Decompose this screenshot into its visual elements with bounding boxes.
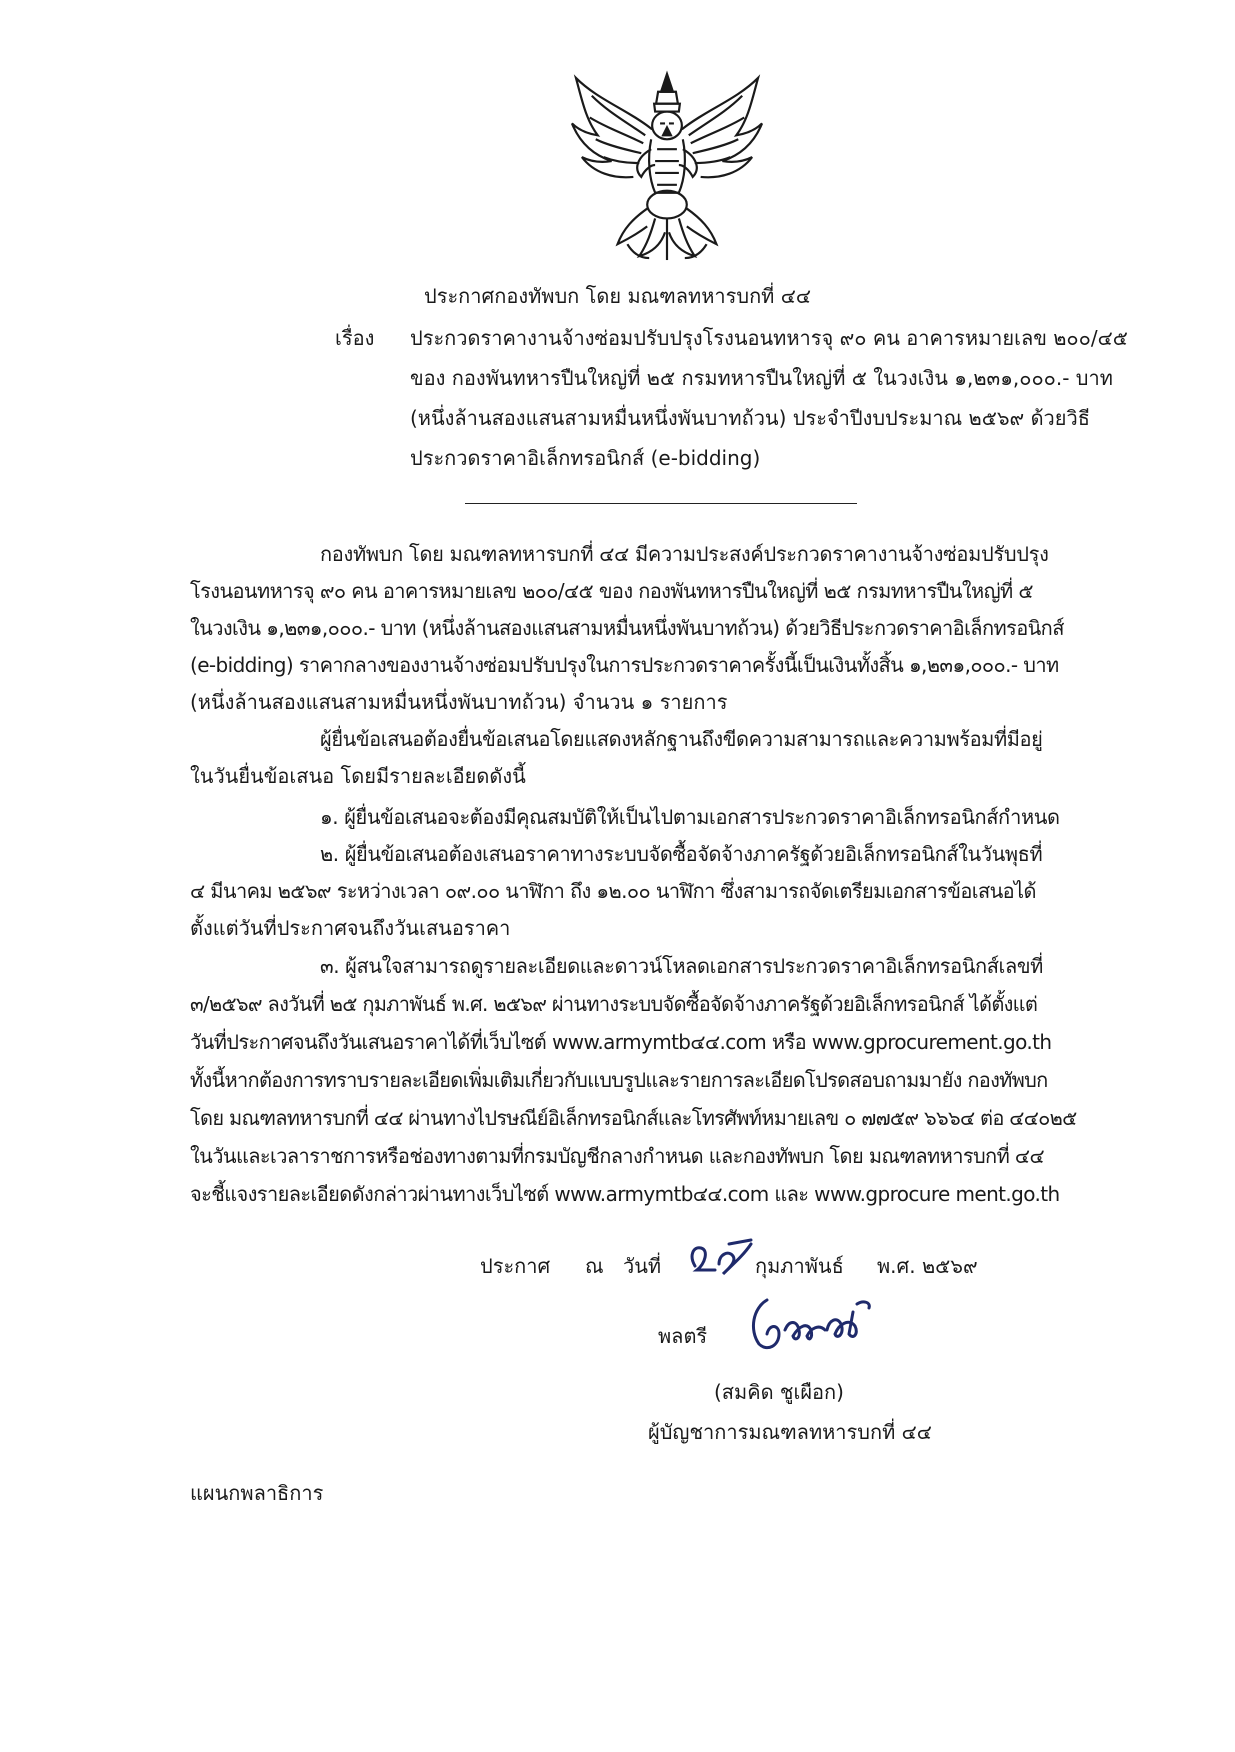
at-label: ณ (585, 1254, 604, 1278)
handwritten-day (685, 1236, 757, 1280)
body-line: ตั้งแต่วันที่ประกาศจนถึงวันเสนอราคา (190, 916, 511, 940)
signer-position: ผู้บัญชาการมณฑลทหารบกที่ ๔๔ (648, 1420, 932, 1444)
subject-line: (หนึ่งล้านสองแสนสามหมื่นหนึ่งพันบาทถ้วน) ประจำปีงบประมาณ ๒๕๖๙ ด้วยวิธี (410, 406, 1090, 430)
body-line: ๓/๒๕๖๙ ลงวันที่ ๒๕ กุมภาพันธ์ พ.ศ. ๒๕๖๙ ผ่านทางระบบจัดซื้อจัดจ้างภาครัฐด้วยอิเล็กทรอนิกส์ ได้ตั้งแต่ (190, 992, 1038, 1016)
body-line: จะชี้แจงรายละเอียดดังกล่าวผ่านทางเว็บไซต์ www.armymtb๔๔.com และ www.gprocure ment.go.th (190, 1182, 1060, 1206)
body-line: ในวันยื่นข้อเสนอ โดยมีรายละเอียดดังนี้ (190, 764, 526, 788)
year: พ.ศ. ๒๕๖๙ (877, 1254, 978, 1278)
body-line: ผู้ยื่นข้อเสนอต้องยื่นข้อเสนอโดยแสดงหลักฐานถึงขีดความสามารถและความพร้อมที่มีอยู่ (320, 727, 1043, 751)
body-line: โรงนอนทหารจุ ๙๐ คน อาคารหมายเลข ๒๐๐/๔๕ ของ กองพันทหารปืนใหญ่ที่ ๒๕ กรมทหารปืนใหญ่ที่ ๕ (190, 579, 1033, 603)
body-line: วันที่ประกาศจนถึงวันเสนอราคาได้ที่เว็บไซต์ www.armymtb๔๔.com หรือ www.gprocurement.go.th (190, 1030, 1052, 1054)
announce-label: ประกาศ (480, 1254, 551, 1278)
body-line: ๓. ผู้สนใจสามารถดูรายละเอียดและดาวน์โหลดเอกสารประกวดราคาอิเล็กทรอนิกส์เลขที่ (320, 954, 1043, 978)
body-line: ๔ มีนาคม ๒๕๖๙ ระหว่างเวลา ๐๙.๐๐ นาฬิกา ถึง ๑๒.๐๐ นาฬิกา ซึ่งสามารถจัดเตรียมเอกสารข้อเสนอได้ (190, 879, 1036, 903)
body-line: ทั้งนี้หากต้องการทราบรายละเอียดเพิ่มเติมเกี่ยวกับแบบรูปและรายการละเอียดโปรดสอบถามมายัง กองทัพบก (190, 1068, 1048, 1092)
body-line: (หนึ่งล้านสองแสนสามหมื่นหนึ่งพันบาทถ้วน) จำนวน ๑ รายการ (190, 690, 728, 714)
divider (465, 503, 857, 504)
body-line: กองทัพบก โดย มณฑลทหารบกที่ ๔๔ มีความประสงค์ประกวดราคางานจ้างซ่อมปรับปรุง (320, 542, 1049, 566)
subject-line: ประกวดราคางานจ้างซ่อมปรับปรุงโรงนอนทหารจุ ๙๐ คน อาคารหมายเลข ๒๐๐/๔๕ (410, 326, 1128, 350)
body-line: ๑. ผู้ยื่นข้อเสนอจะต้องมีคุณสมบัติให้เป็นไปตามเอกสารประกวดราคาอิเล็กทรอนิกส์กำหนด (320, 805, 1060, 829)
body-line: ในวงเงิน ๑,๒๓๑,๐๐๐.- บาท (หนึ่งล้านสองแสนสามหมื่นหนึ่งพันบาทถ้วน) ด้วยวิธีประกวดราคาอิเล็กทรอนิกส์ (190, 616, 1064, 640)
department: แผนกพลาธิการ (190, 1481, 324, 1505)
rank: พลตรี (658, 1324, 708, 1348)
subject-label: เรื่อง (335, 326, 375, 350)
month: กุมภาพันธ์ (755, 1254, 844, 1278)
body-line: ๒. ผู้ยื่นข้อเสนอต้องเสนอราคาทางระบบจัดซื้อจัดจ้างภาครัฐด้วยอิเล็กทรอนิกส์ในวันพุธที่ (320, 842, 1043, 866)
body-line: (e-bidding) ราคากลางของงานจ้างซ่อมปรับปรุงในการประกวดราคาครั้งนี้เป็นเงินทั้งสิ้น ๑,๒๓๑,๐๐๐.- บาท (190, 653, 1059, 677)
garuda-emblem-icon (568, 70, 766, 264)
signer-name: (สมคิด ชูเผือก) (714, 1380, 844, 1404)
announcement-title: ประกาศกองทัพบก โดย มณฑลทหารบกที่ ๔๔ (424, 284, 811, 308)
subject-line: ของ กองพันทหารปืนใหญ่ที่ ๒๕ กรมทหารปืนใหญ่ที่ ๕ ในวงเงิน ๑,๒๓๑,๐๐๐.- บาท (410, 366, 1113, 390)
handwritten-signature (745, 1290, 895, 1358)
day-label: วันที่ (623, 1254, 662, 1278)
body-line: ในวันและเวลาราชการหรือช่องทางตามที่กรมบัญชีกลางกำหนด และกองทัพบก โดย มณฑลทหารบกที่ ๔๔ (190, 1144, 1044, 1168)
subject-line: ประกวดราคาอิเล็กทรอนิกส์ (e-bidding) (410, 446, 761, 470)
body-line: โดย มณฑลทหารบกที่ ๔๔ ผ่านทางไปรษณีย์อิเล็กทรอนิกส์และโทรศัพท์หมายเลข ๐ ๗๗๕๙ ๖๖๖๔ ต่อ ๔๔๐๒๕ (190, 1106, 1077, 1130)
